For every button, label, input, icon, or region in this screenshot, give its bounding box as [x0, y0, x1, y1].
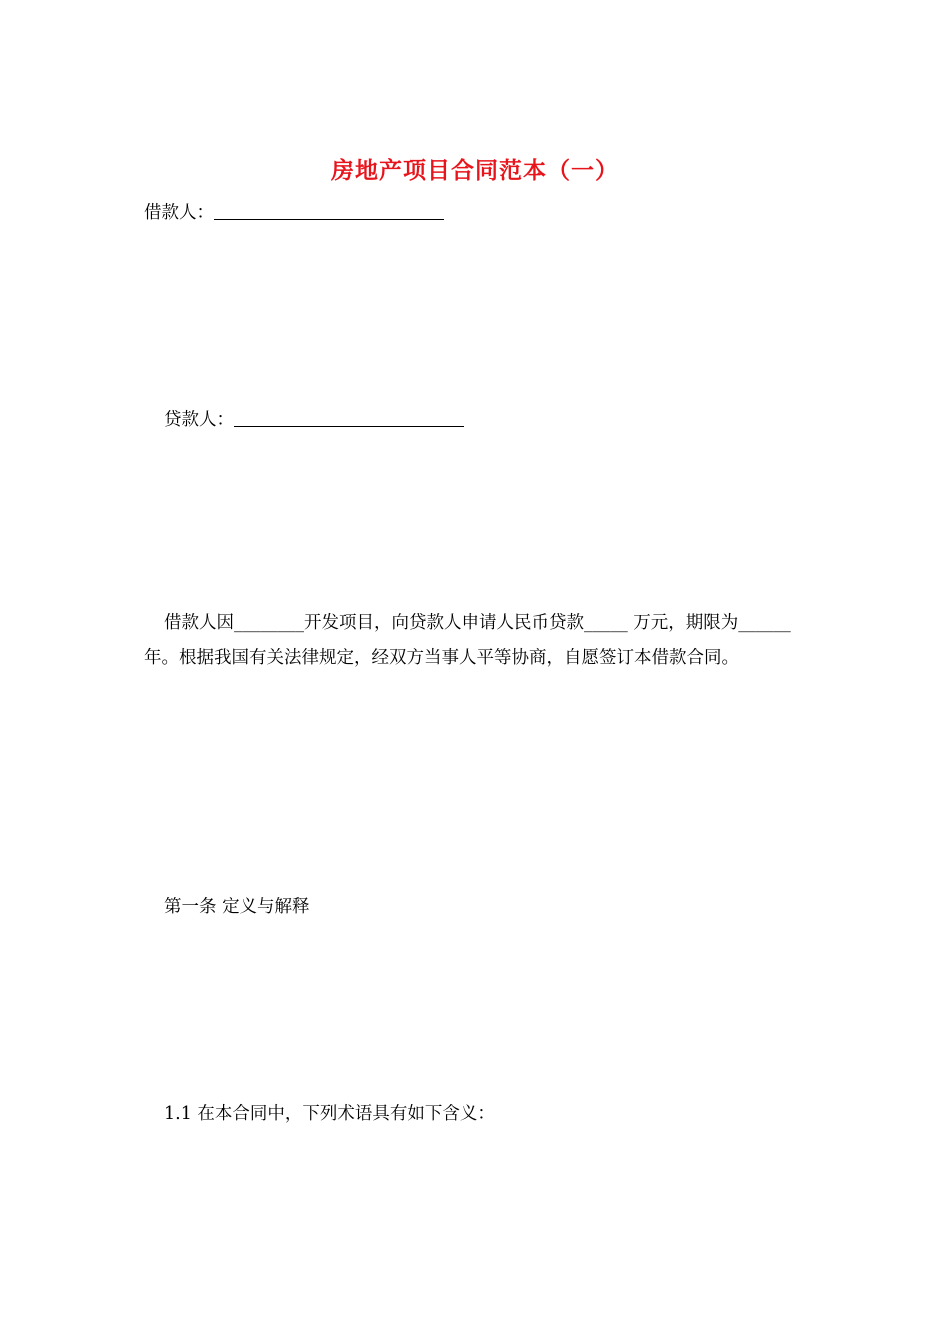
borrower-label: 借款人：	[144, 203, 214, 223]
intro-paragraph	[144, 606, 808, 676]
article-one-heading: 第一条 定义与解释	[164, 897, 310, 917]
lender-blank	[234, 406, 464, 427]
borrower-line	[144, 196, 444, 230]
lender-label: 贷款人：	[164, 410, 234, 430]
intro-paragraph-text: 借款人因________开发项目，向贷款人申请人民币贷款_____ 万元，期限为______年。根据我国有关法律规定，经双方当事人平等协商，自愿签订本借款合同。	[144, 613, 791, 668]
clause-1-1: 1.1 在本合同中，下列术语具有如下含义：	[164, 1104, 495, 1124]
borrower-blank	[214, 199, 444, 220]
lender-line	[164, 403, 464, 437]
document-title: 房地产项目合同范本（一）	[331, 157, 619, 184]
